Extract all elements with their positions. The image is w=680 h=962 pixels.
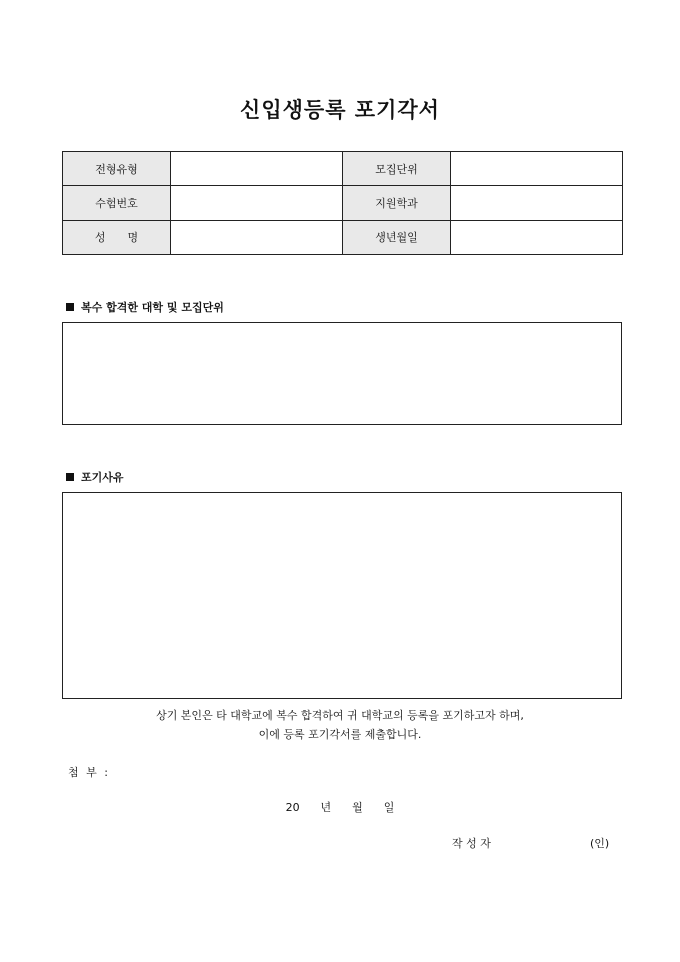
table-row — [63, 152, 623, 186]
statement-line-1: 상기 본인은 타 대학교에 복수 합격하여 귀 대학교의 등록을 포기하고자 하며, — [156, 709, 524, 722]
black-square-icon — [66, 303, 74, 311]
admission-type-field[interactable] — [171, 152, 343, 186]
birth-date-label: 생년월일 — [343, 220, 451, 254]
multiple-admission-heading — [66, 299, 224, 315]
multiple-admission-box[interactable] — [62, 322, 622, 425]
attachment-label: 첨 부 : — [68, 766, 110, 779]
applied-department-label: 지원학과 — [343, 186, 451, 220]
reason-box[interactable] — [62, 492, 622, 699]
exam-number-label: 수험번호 — [63, 186, 171, 220]
admission-type-label: 전형유형 — [63, 152, 171, 186]
name-field[interactable] — [171, 220, 343, 254]
applied-department-field[interactable] — [451, 186, 623, 220]
applicant-info-table — [62, 151, 623, 255]
recruitment-unit-label: 모집단위 — [343, 152, 451, 186]
page-title: 신입생등록 포기각서 — [240, 98, 440, 122]
recruitment-unit-field[interactable] — [451, 152, 623, 186]
name-label: 성 명 — [63, 220, 171, 254]
seal-label: (인) — [590, 837, 610, 850]
reason-heading-text: 포기사유 — [81, 471, 124, 484]
black-square-icon — [66, 473, 74, 481]
table-row — [63, 186, 623, 220]
birth-date-field[interactable] — [451, 220, 623, 254]
multiple-admission-heading-text: 복수 합격한 대학 및 모집단위 — [81, 301, 224, 314]
date-line: 20 년 월 일 — [285, 801, 395, 814]
reason-heading — [66, 469, 124, 485]
statement-line-2: 이에 등록 포기각서를 제출합니다. — [258, 728, 422, 741]
exam-number-field[interactable] — [171, 186, 343, 220]
table-row — [63, 220, 623, 254]
author-label: 작 성 자 — [452, 837, 491, 850]
